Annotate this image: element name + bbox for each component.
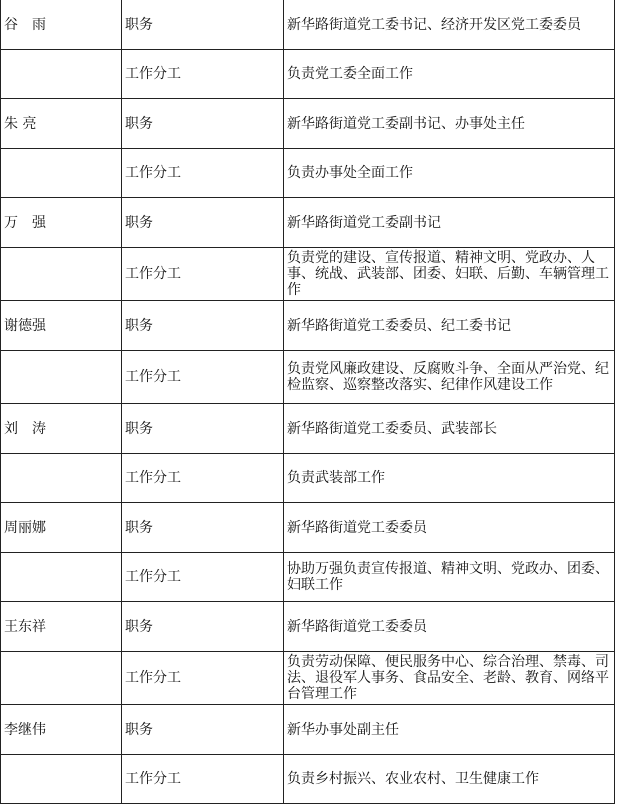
role-text: 新华路街道党工委副书记、办事处主任 bbox=[284, 99, 615, 149]
empty-name-cell bbox=[1, 50, 122, 99]
row-type-label: 工作分工 bbox=[122, 755, 284, 804]
person-name: 万 强 bbox=[1, 198, 122, 248]
task-text: 负责劳动保障、便民服务中心、综合治理、禁毒、司法、退役军人事务、食品安全、老龄、教育、网络平台管理工作 bbox=[284, 652, 615, 705]
empty-name-cell bbox=[1, 454, 122, 503]
table-row bbox=[1, 652, 615, 705]
role-text: 新华办事处副主任 bbox=[284, 705, 615, 755]
row-type-label: 工作分工 bbox=[122, 50, 284, 99]
empty-name-cell bbox=[1, 553, 122, 602]
empty-name-cell bbox=[1, 149, 122, 198]
row-type-label: 职务 bbox=[122, 602, 284, 652]
row-type-label: 工作分工 bbox=[122, 149, 284, 198]
task-text: 协助万强负责宣传报道、精神文明、党政办、团委、妇联工作 bbox=[284, 553, 615, 602]
row-type-label: 职务 bbox=[122, 99, 284, 149]
table-row bbox=[1, 0, 615, 50]
person-name: 刘 涛 bbox=[1, 404, 122, 454]
empty-name-cell bbox=[1, 652, 122, 705]
table-row bbox=[1, 404, 615, 454]
table-row bbox=[1, 454, 615, 503]
person-name: 谢德强 bbox=[1, 301, 122, 351]
row-type-label: 职务 bbox=[122, 705, 284, 755]
table-row bbox=[1, 351, 615, 404]
role-text: 新华路街道党工委书记、经济开发区党工委委员 bbox=[284, 0, 615, 50]
role-text: 新华路街道党工委委员、纪工委书记 bbox=[284, 301, 615, 351]
person-name: 谷 雨 bbox=[1, 0, 122, 50]
table-row bbox=[1, 705, 615, 755]
row-type-label: 工作分工 bbox=[122, 248, 284, 301]
empty-name-cell bbox=[1, 755, 122, 804]
task-text: 负责党风廉政建设、反腐败斗争、全面从严治党、纪检监察、巡察整改落实、纪律作风建设工作 bbox=[284, 351, 615, 404]
table-row bbox=[1, 301, 615, 351]
table-row bbox=[1, 50, 615, 99]
row-type-label: 职务 bbox=[122, 503, 284, 553]
task-text: 负责党工委全面工作 bbox=[284, 50, 615, 99]
task-text: 负责武装部工作 bbox=[284, 454, 615, 503]
row-type-label: 职务 bbox=[122, 301, 284, 351]
row-type-label: 职务 bbox=[122, 404, 284, 454]
empty-name-cell bbox=[1, 248, 122, 301]
table-row bbox=[1, 99, 615, 149]
person-name: 朱 亮 bbox=[1, 99, 122, 149]
role-text: 新华路街道党工委委员 bbox=[284, 503, 615, 553]
table-row bbox=[1, 755, 615, 804]
empty-name-cell bbox=[1, 351, 122, 404]
table-row bbox=[1, 198, 615, 248]
row-type-label: 工作分工 bbox=[122, 351, 284, 404]
table-row bbox=[1, 503, 615, 553]
table-row bbox=[1, 149, 615, 198]
task-text: 负责党的建设、宣传报道、精神文明、党政办、人事、统战、武装部、团委、妇联、后勤、车辆管理工作 bbox=[284, 248, 615, 301]
table-row bbox=[1, 553, 615, 602]
row-type-label: 工作分工 bbox=[122, 553, 284, 602]
table-row bbox=[1, 248, 615, 301]
row-type-label: 工作分工 bbox=[122, 454, 284, 503]
task-text: 负责办事处全面工作 bbox=[284, 149, 615, 198]
role-text: 新华路街道党工委委员 bbox=[284, 602, 615, 652]
task-text: 负责乡村振兴、农业农村、卫生健康工作 bbox=[284, 755, 615, 804]
row-type-label: 职务 bbox=[122, 198, 284, 248]
role-text: 新华路街道党工委委员、武装部长 bbox=[284, 404, 615, 454]
person-name: 王东祥 bbox=[1, 602, 122, 652]
table-row bbox=[1, 602, 615, 652]
row-type-label: 工作分工 bbox=[122, 652, 284, 705]
row-type-label: 职务 bbox=[122, 0, 284, 50]
person-name: 李继伟 bbox=[1, 705, 122, 755]
person-name: 周丽娜 bbox=[1, 503, 122, 553]
role-text: 新华路街道党工委副书记 bbox=[284, 198, 615, 248]
